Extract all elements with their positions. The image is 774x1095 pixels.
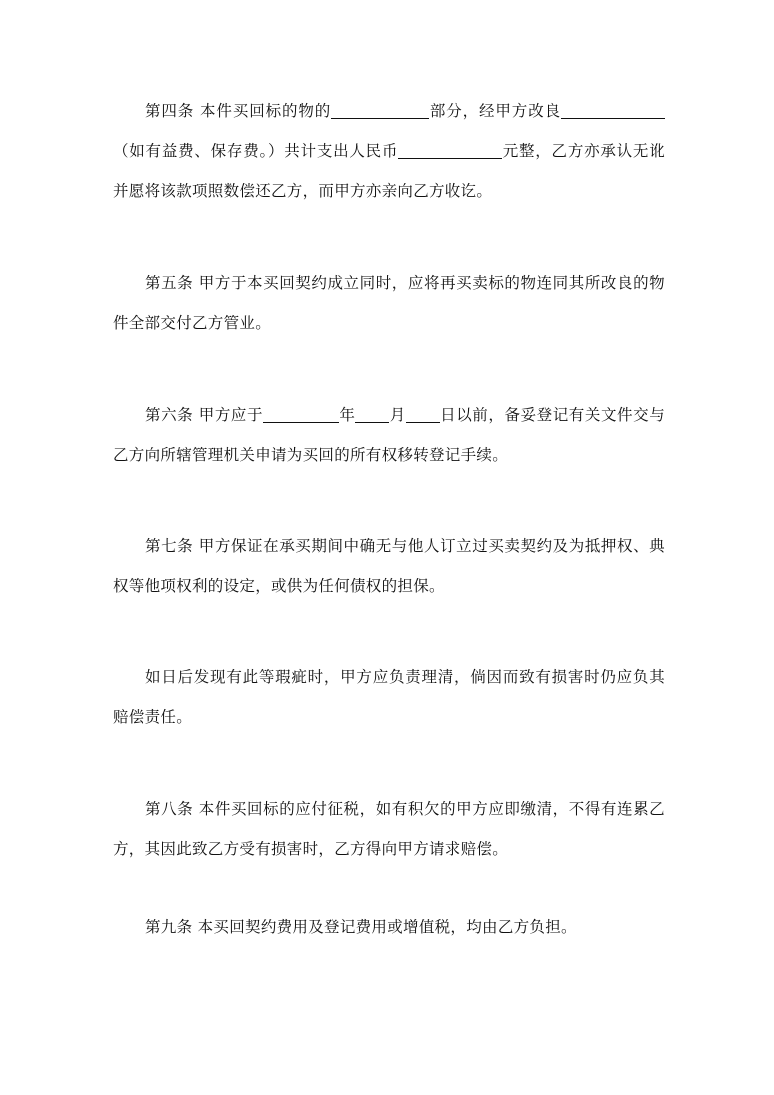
article-4	[113, 91, 665, 211]
article-5: 第五条 甲方于本买回契约成立同时，应将再买卖标的物连同其所改良的物件全部交付乙方管业。	[113, 274, 665, 332]
blank-line-amount	[398, 141, 502, 159]
blank-line-improvement	[561, 101, 665, 119]
article-4-text-1: 第四条 本件买回标的物的	[145, 102, 332, 120]
article-4-text-4: 元整，乙方亦承认无讹并愿将该款项照数偿还乙方，而甲方亦亲向乙方收讫。	[113, 142, 665, 200]
article-6-year-label: 年	[339, 406, 356, 424]
blank-line-day	[406, 405, 440, 423]
article-6-month-label: 月	[389, 406, 406, 424]
article-4-text-2: 部分，经甲方改良	[429, 102, 562, 120]
article-6	[113, 395, 665, 475]
article-9: 第九条 本买回契约费用及登记费用或增值税，均由乙方负担。	[145, 918, 577, 936]
article-4-text-3: （如有益费、保存费。）共计支出人民币	[113, 142, 399, 160]
article-6-text-4: 日以前，备妥登记有关文件交与乙方向所辖管理机关申请为买回的所有权移转登记手续。	[113, 406, 665, 464]
blank-line-year	[263, 405, 339, 423]
article-6-text-1: 第六条 甲方应于	[145, 406, 264, 424]
article-7-continued: 如日后发现有此等瑕疵时，甲方应负责理清，倘因而致有损害时仍应负其赔偿责任。	[113, 668, 665, 726]
blank-line-object-part	[331, 101, 429, 119]
article-7: 第七条 甲方保证在承买期间中确无与他人订立过买卖契约及为抵押权、典权等他项权利的设定，或供为任何债权的担保。	[113, 537, 665, 595]
article-8: 第八条 本件买回标的应付征税，如有积欠的甲方应即缴清，不得有连累乙方，其因此致乙方受有损害时，乙方得向甲方请求赔偿。	[113, 800, 665, 858]
blank-line-month	[355, 405, 389, 423]
